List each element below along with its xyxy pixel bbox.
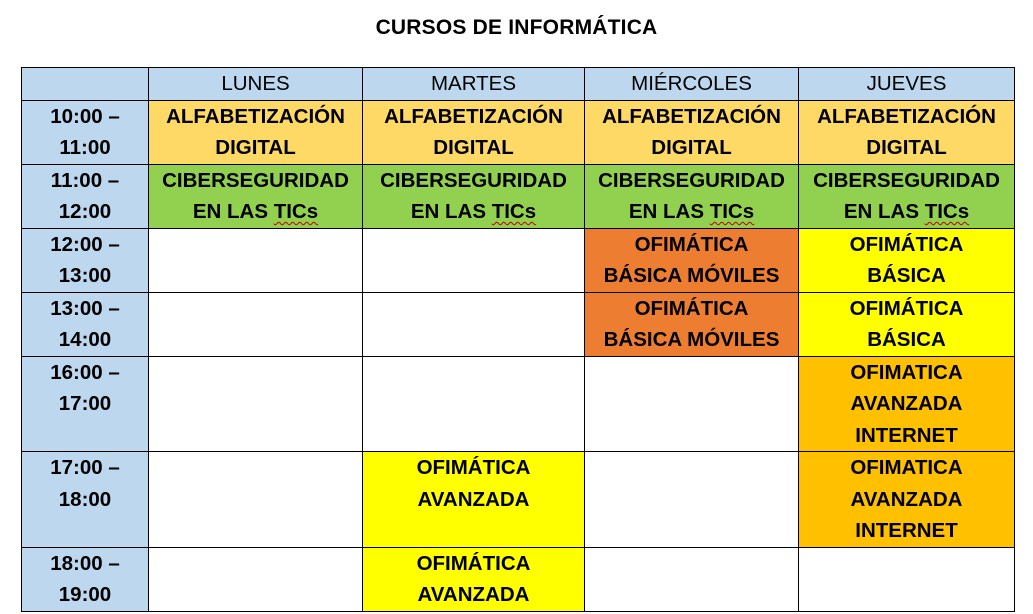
course-cell	[585, 228, 799, 292]
empty-cell	[363, 228, 585, 292]
course-line: INTERNET	[855, 423, 958, 447]
header-row	[22, 68, 1015, 101]
time-cell	[22, 164, 149, 228]
course-line: OFIMÁTICA	[849, 296, 964, 320]
empty-cell	[585, 452, 799, 548]
course-line: DIGITAL	[215, 136, 296, 159]
course-line: AVANZADA	[417, 583, 530, 606]
day-header-jueves: JUEVES	[799, 68, 1015, 101]
course-line: OFIMÁTICA	[416, 551, 531, 575]
time-cell	[22, 228, 149, 292]
page-title: CURSOS DE INFORMÁTICA	[375, 16, 658, 39]
time-start: 12:00 –	[50, 232, 120, 256]
course-cell	[799, 100, 1015, 164]
course-cell	[363, 100, 585, 164]
course-line: EN LAS TICs	[628, 200, 755, 223]
course-line: DIGITAL	[651, 136, 732, 159]
time-end: 11:00	[59, 136, 111, 159]
time-cell	[22, 100, 149, 164]
course-cell	[363, 164, 585, 228]
course-line: BÁSICA	[867, 328, 946, 351]
course-line: INTERNET	[855, 519, 958, 542]
time-cell	[22, 292, 149, 356]
empty-cell	[363, 292, 585, 356]
course-line: BÁSICA MÓVILES	[603, 328, 780, 351]
time-cell	[22, 547, 149, 611]
course-line: BÁSICA	[867, 264, 946, 287]
course-line: ALFABETIZACIÓN	[166, 104, 345, 128]
empty-cell	[585, 356, 799, 452]
time-cell	[22, 356, 149, 452]
empty-cell	[149, 292, 363, 356]
course-line: OFIMATICA	[850, 360, 963, 384]
spellcheck-word: TICs	[709, 200, 755, 223]
schedule-row	[22, 228, 1015, 292]
course-line: AVANZADA	[850, 487, 963, 511]
spellcheck-word: TICs	[924, 200, 970, 223]
schedule-row	[22, 292, 1015, 356]
day-header-miercoles: MIÉRCOLES	[585, 68, 799, 101]
schedule-row	[22, 164, 1015, 228]
schedule-row	[22, 452, 1015, 548]
schedule-table	[21, 67, 1015, 612]
course-line: AVANZADA	[850, 392, 963, 415]
schedule-row	[22, 356, 1015, 452]
course-cell	[585, 100, 799, 164]
schedule-row	[22, 547, 1015, 611]
course-cell	[585, 292, 799, 356]
course-cell	[799, 452, 1015, 548]
empty-cell	[149, 547, 363, 611]
course-line: CIBERSEGURIDAD	[813, 168, 1000, 192]
time-end: 14:00	[58, 328, 112, 351]
time-start: 16:00 –	[50, 360, 120, 384]
course-line: EN LAS TICs	[192, 200, 319, 223]
course-line: CIBERSEGURIDAD	[162, 168, 349, 192]
time-end: 13:00	[58, 264, 112, 287]
course-cell	[799, 164, 1015, 228]
time-end: 18:00	[58, 487, 112, 511]
course-line: EN LAS TICs	[410, 200, 537, 223]
course-line: OFIMÁTICA	[849, 232, 964, 256]
time-start: 10:00 –	[50, 104, 120, 128]
course-line: ALFABETIZACIÓN	[384, 104, 563, 128]
course-line: BÁSICA MÓVILES	[603, 264, 780, 287]
course-line: OFIMÁTICA	[634, 296, 749, 320]
time-start: 13:00 –	[50, 296, 120, 320]
course-cell	[363, 452, 585, 548]
empty-cell	[799, 547, 1015, 611]
course-line: AVANZADA	[417, 487, 530, 511]
course-line: EN LAS TICs	[843, 200, 970, 223]
course-cell	[799, 228, 1015, 292]
time-start: 11:00 –	[50, 168, 120, 192]
course-line: ALFABETIZACIÓN	[817, 104, 996, 128]
course-cell	[149, 164, 363, 228]
empty-cell	[149, 356, 363, 452]
course-cell	[363, 547, 585, 611]
course-line: CIBERSEGURIDAD	[380, 168, 567, 192]
time-start: 18:00 –	[50, 551, 120, 575]
course-line: OFIMÁTICA	[416, 456, 531, 479]
day-header-martes: MARTES	[363, 68, 585, 101]
course-line: DIGITAL	[433, 136, 514, 159]
schedule-row	[22, 100, 1015, 164]
time-start: 17:00 –	[50, 456, 120, 479]
corner-cell	[22, 68, 149, 101]
time-end: 12:00	[58, 200, 112, 223]
course-line: OFIMÁTICA	[634, 232, 749, 256]
course-cell	[149, 100, 363, 164]
course-cell	[799, 356, 1015, 452]
course-cell	[585, 164, 799, 228]
course-line: ALFABETIZACIÓN	[602, 104, 781, 128]
day-header-lunes: LUNES	[149, 68, 363, 101]
spellcheck-word: TICs	[273, 200, 319, 223]
course-cell	[799, 292, 1015, 356]
empty-cell	[149, 452, 363, 548]
time-end: 17:00	[58, 392, 112, 415]
course-line: CIBERSEGURIDAD	[598, 168, 785, 192]
empty-cell	[585, 547, 799, 611]
time-cell	[22, 452, 149, 548]
course-line: OFIMATICA	[850, 456, 963, 479]
empty-cell	[363, 356, 585, 452]
spellcheck-word: TICs	[491, 200, 537, 223]
time-end: 19:00	[58, 583, 112, 606]
course-line: DIGITAL	[866, 136, 947, 159]
empty-cell	[149, 228, 363, 292]
